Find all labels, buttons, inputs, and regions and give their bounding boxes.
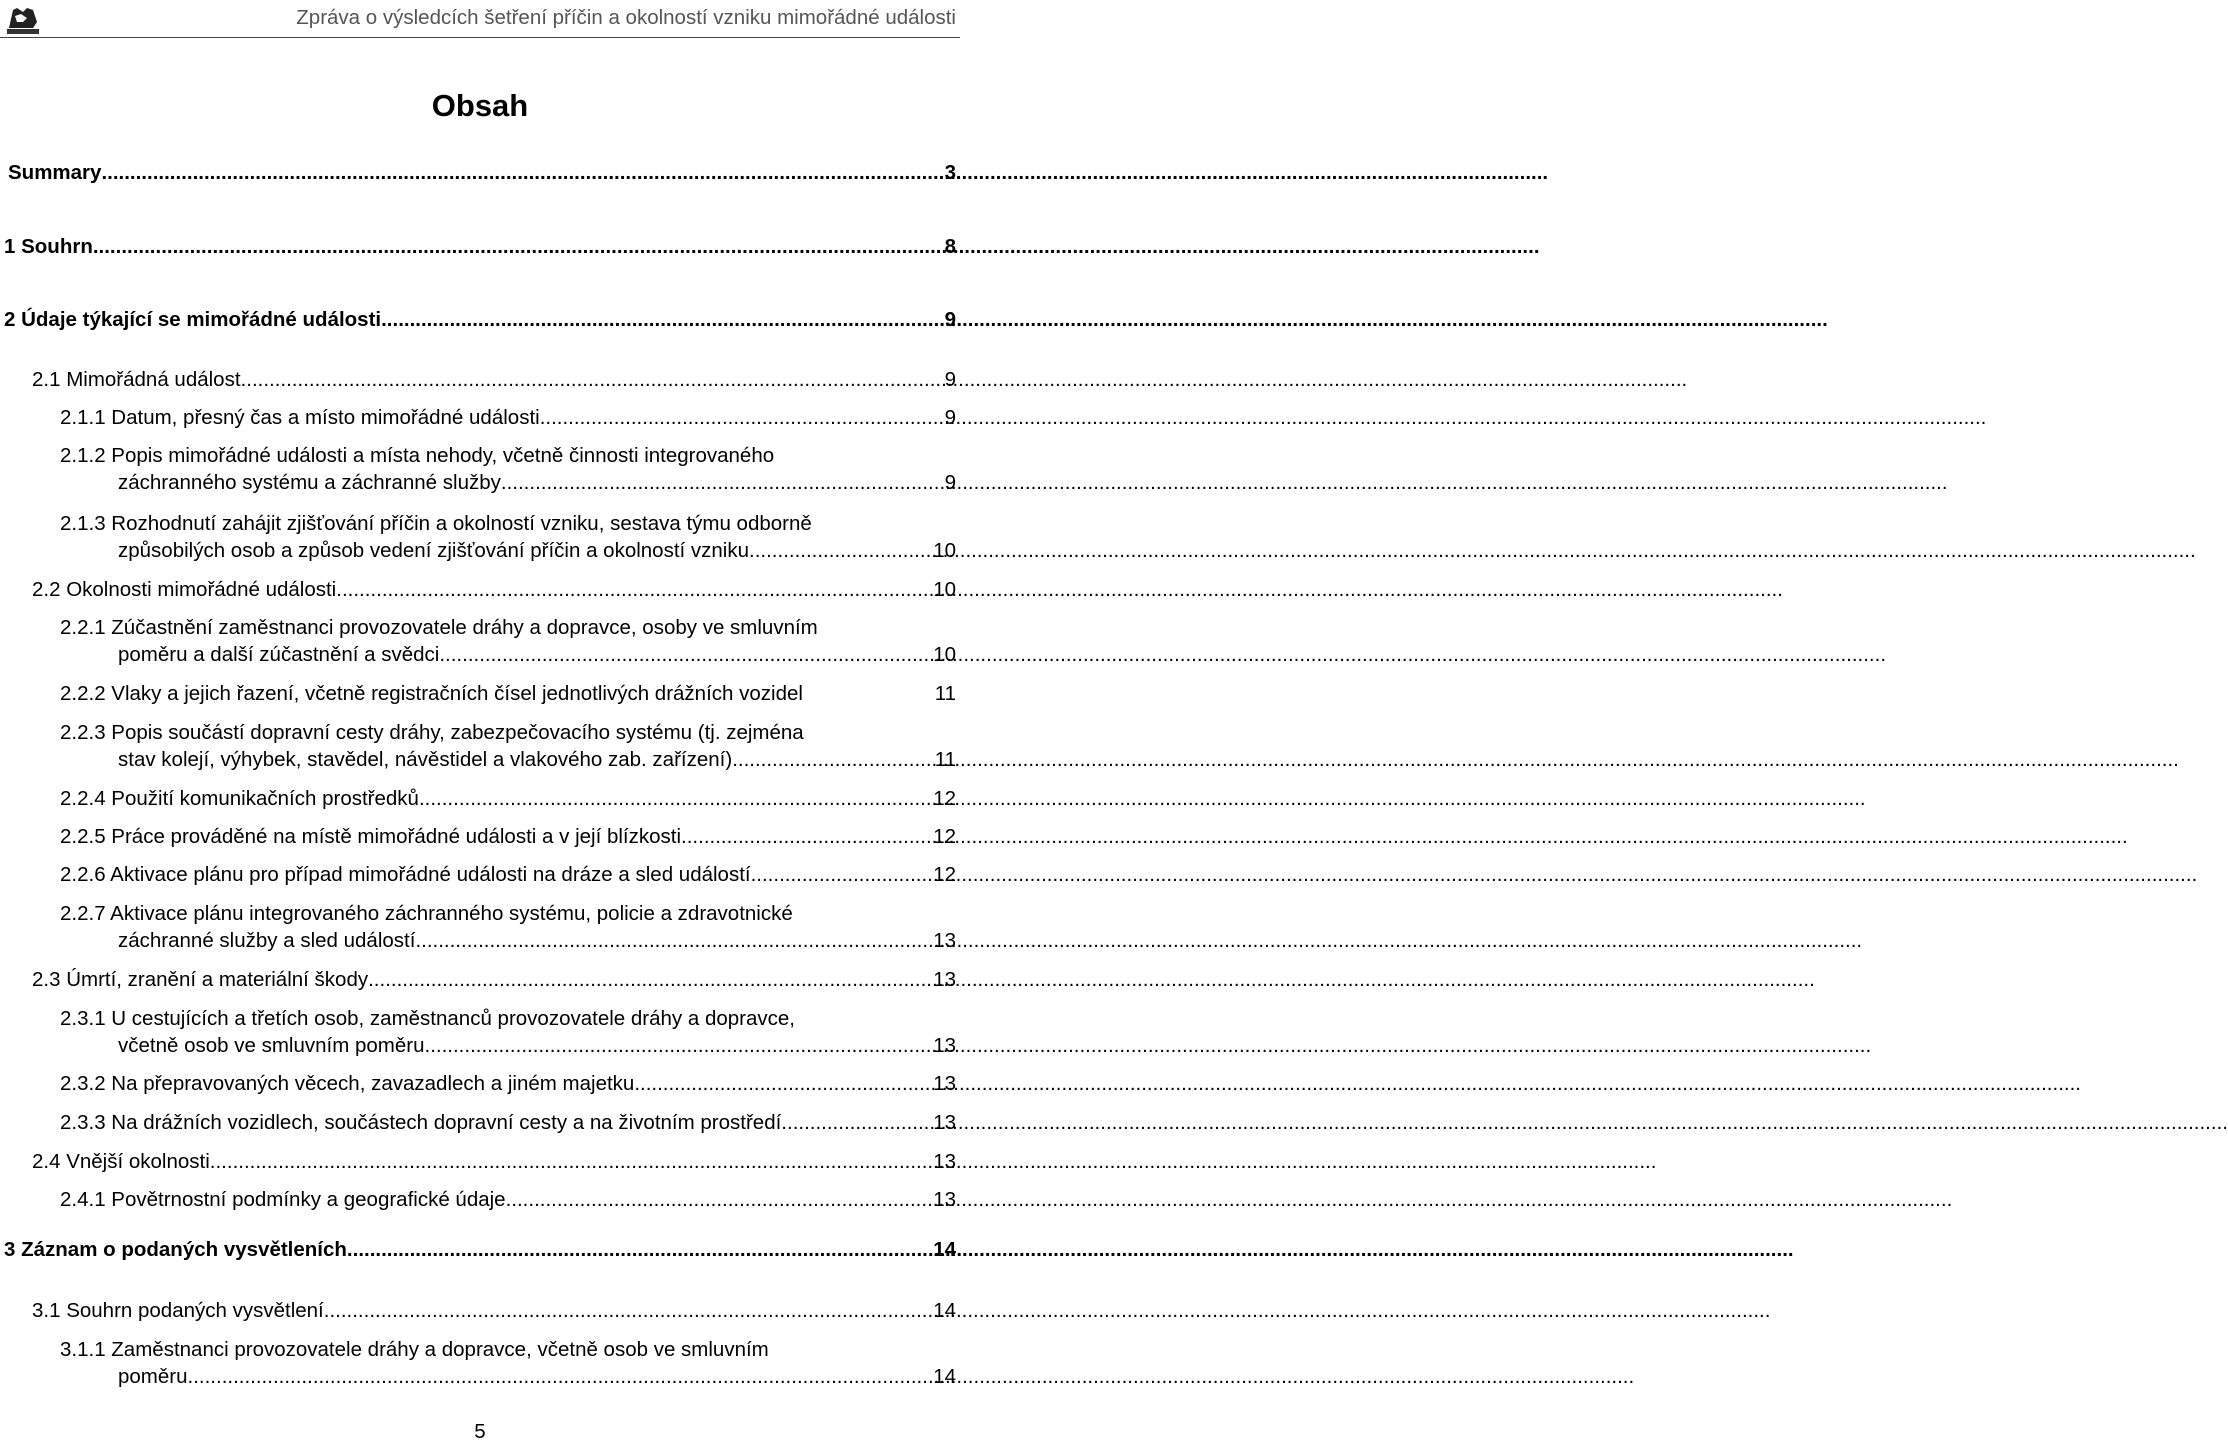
dot-leader	[210, 1148, 933, 1175]
toc-entry-page: 9	[944, 368, 956, 391]
dot-leader	[681, 823, 933, 850]
toc-entry-text: 2.3 Úmrtí, zranění a materiální škody	[32, 968, 369, 991]
toc-entry[interactable]	[4, 233, 956, 260]
toc-entry-first-line: 2.3.1 U cestujících a třetích osob, zaměstnanců provozovatele dráhy a dopravce,	[60, 1007, 795, 1030]
logo	[3, 2, 43, 36]
toc-entry-text: Summary	[8, 161, 102, 184]
dot-leader	[101, 159, 944, 186]
dot-leader	[241, 366, 945, 393]
toc-entry[interactable]	[60, 1186, 956, 1213]
toc-entry-page: 13	[933, 1072, 956, 1095]
dot-leader	[501, 469, 945, 496]
toc-entry-text: 2.1.1 Datum, přesný čas a místo mimořádné události	[60, 406, 540, 429]
dot-leader	[93, 233, 945, 260]
toc-entry-text: záchranného systému a záchranné služby	[118, 471, 501, 494]
dot-leader	[368, 966, 933, 993]
toc-entry[interactable]	[4, 306, 956, 333]
toc-entry-page: 10	[933, 578, 956, 601]
toc-entry[interactable]	[60, 1336, 956, 1390]
toc-entry-text: 2.1 Mimořádná událost	[32, 368, 241, 391]
toc-entry-text: 2.4.1 Povětrnostní podmínky a geografické údaje	[60, 1188, 506, 1211]
toc-entry[interactable]	[60, 442, 956, 496]
toc-entry-page: 13	[933, 1111, 956, 1134]
toc-entry-page: 12	[933, 863, 956, 886]
dot-leader	[419, 785, 933, 812]
toc-title: Obsah	[431, 88, 529, 123]
toc-entry-page: 12	[933, 787, 956, 810]
toc-entry-page: 9	[944, 471, 956, 494]
toc-entry-text: 2.2.4 Použití komunikačních prostředků	[60, 787, 419, 810]
toc-entry-page: 13	[933, 1188, 956, 1211]
logo-graphic	[3, 2, 43, 36]
dot-leader	[751, 861, 934, 888]
toc-entry-text: 2.4 Vnější okolnosti	[32, 1150, 210, 1173]
dot-leader	[347, 1236, 933, 1263]
dot-leader	[381, 306, 944, 333]
toc-entry-page: 13	[933, 1150, 956, 1173]
toc-entry[interactable]	[60, 823, 956, 850]
dot-leader	[506, 1186, 934, 1213]
toc-entry-text: 2.3.3 Na drážních vozidlech, součástech dopravní cesty a na životním prostředí	[60, 1111, 782, 1134]
toc-entry-page: 9	[944, 308, 956, 331]
toc-entry[interactable]	[60, 900, 956, 954]
toc-entry-text: 2.2.2 Vlaky a jejich řazení, včetně registračních čísel jednotlivých drážních vozidel	[60, 682, 803, 705]
toc-entry[interactable]	[60, 680, 956, 707]
dot-leader	[732, 746, 935, 773]
toc-entry[interactable]	[4, 1236, 956, 1263]
dot-leader	[749, 537, 933, 564]
dot-leader	[540, 404, 945, 431]
toc-entry[interactable]	[32, 576, 956, 603]
page-number: 5	[474, 1420, 486, 1443]
toc-entry-page: 11	[934, 682, 956, 705]
toc-entry-page: 9	[944, 406, 956, 429]
toc-entry-text: záchranné služby a sled událostí	[118, 929, 416, 952]
toc-entry-text: způsobilých osob a způsob vedení zjišťování příčin a okolností vzniku	[118, 539, 750, 562]
toc-entry[interactable]	[32, 1148, 956, 1175]
toc-entry[interactable]	[60, 404, 956, 431]
toc-entry[interactable]	[60, 614, 956, 668]
toc-entry-text: 2.3.2 Na přepravovaných věcech, zavazadlech a jiném majetku	[60, 1072, 635, 1095]
toc-entry-page: 11	[934, 748, 956, 771]
toc-entry[interactable]	[60, 861, 956, 888]
toc-entry-page: 3	[944, 161, 956, 184]
toc-entry-first-line: 2.2.7 Aktivace plánu integrovaného záchranného systému, policie a zdravotnické	[60, 902, 793, 925]
toc-entry-text: 2 Údaje týkající se mimořádné události	[4, 308, 382, 331]
dot-leader	[781, 1109, 933, 1136]
toc-entry-first-line: 2.1.2 Popis mimořádné události a místa nehody, včetně činnosti integrovaného	[60, 444, 775, 467]
dot-leader	[439, 641, 933, 668]
dot-leader	[415, 927, 933, 954]
header-divider	[0, 37, 960, 38]
toc-entry-page: 10	[933, 643, 956, 666]
toc-entry-page: 14	[933, 1365, 956, 1388]
toc-entry-text: 2.2 Okolnosti mimořádné události	[32, 578, 337, 601]
toc-entry-first-line: 2.2.1 Zúčastnění zaměstnanci provozovatele dráhy a dopravce, osoby ve smluvním	[60, 616, 818, 639]
toc-entry-page: 12	[933, 825, 956, 848]
toc-entry-text: včetně osob ve smluvním poměru	[118, 1034, 425, 1057]
toc-entry-text: 2.2.5 Práce prováděné na místě mimořádné události a v její blízkosti	[60, 825, 682, 848]
toc-entry[interactable]	[60, 1109, 956, 1136]
toc-entry-page: 13	[933, 1034, 956, 1057]
toc-entry[interactable]	[60, 510, 956, 564]
toc-entry-text: 3 Záznam o podaných vysvětleních	[4, 1238, 347, 1261]
toc-entry-page: 13	[933, 929, 956, 952]
toc-entry[interactable]	[60, 719, 956, 773]
toc-entry[interactable]	[60, 1070, 956, 1097]
toc-entry-first-line: 2.2.3 Popis součástí dopravní cesty dráhy, zabezpečovacího systému (tj. zejména	[60, 721, 804, 744]
toc-entry[interactable]	[8, 159, 956, 186]
toc-entry-first-line: 3.1.1 Zaměstnanci provozovatele dráhy a dopravce, včetně osob ve smluvním	[60, 1338, 769, 1361]
dot-leader	[188, 1363, 934, 1390]
toc-entry-text: poměru a další zúčastnění a svědci	[118, 643, 440, 666]
dot-leader	[324, 1297, 933, 1324]
toc-entry[interactable]	[32, 1297, 956, 1324]
toc-entry-first-line: 2.1.3 Rozhodnutí zahájit zjišťování příčin a okolností vzniku, sestava týmu odborně	[60, 512, 812, 535]
toc-entry-page: 13	[933, 968, 956, 991]
toc-entry-page: 14	[933, 1299, 956, 1322]
toc-entry-text: 1 Souhrn	[4, 235, 93, 258]
toc-entry[interactable]	[60, 1005, 956, 1059]
toc-entry-text: 2.2.6 Aktivace plánu pro případ mimořádné události na dráze a sled událostí	[60, 863, 751, 886]
dot-leader	[425, 1032, 934, 1059]
toc-entry[interactable]	[32, 366, 956, 393]
toc-entry-text: 3.1 Souhrn podaných vysvětlení	[32, 1299, 324, 1322]
toc-entry-text: stav kolejí, výhybek, stavědel, návěstidel a vlakového zab. zařízení)	[118, 748, 733, 771]
toc-entry-page: 14	[933, 1238, 956, 1261]
dot-leader	[336, 576, 933, 603]
toc-entry-text: poměru	[118, 1365, 188, 1388]
toc-entry[interactable]	[32, 966, 956, 993]
running-header-title: Zpráva o výsledcích šetření příčin a okolností vzniku mimořádné události	[296, 6, 956, 29]
toc-entry-page: 8	[944, 235, 956, 258]
toc-entry-page: 10	[933, 539, 956, 562]
dot-leader	[634, 1070, 933, 1097]
toc-entry[interactable]	[60, 785, 956, 812]
